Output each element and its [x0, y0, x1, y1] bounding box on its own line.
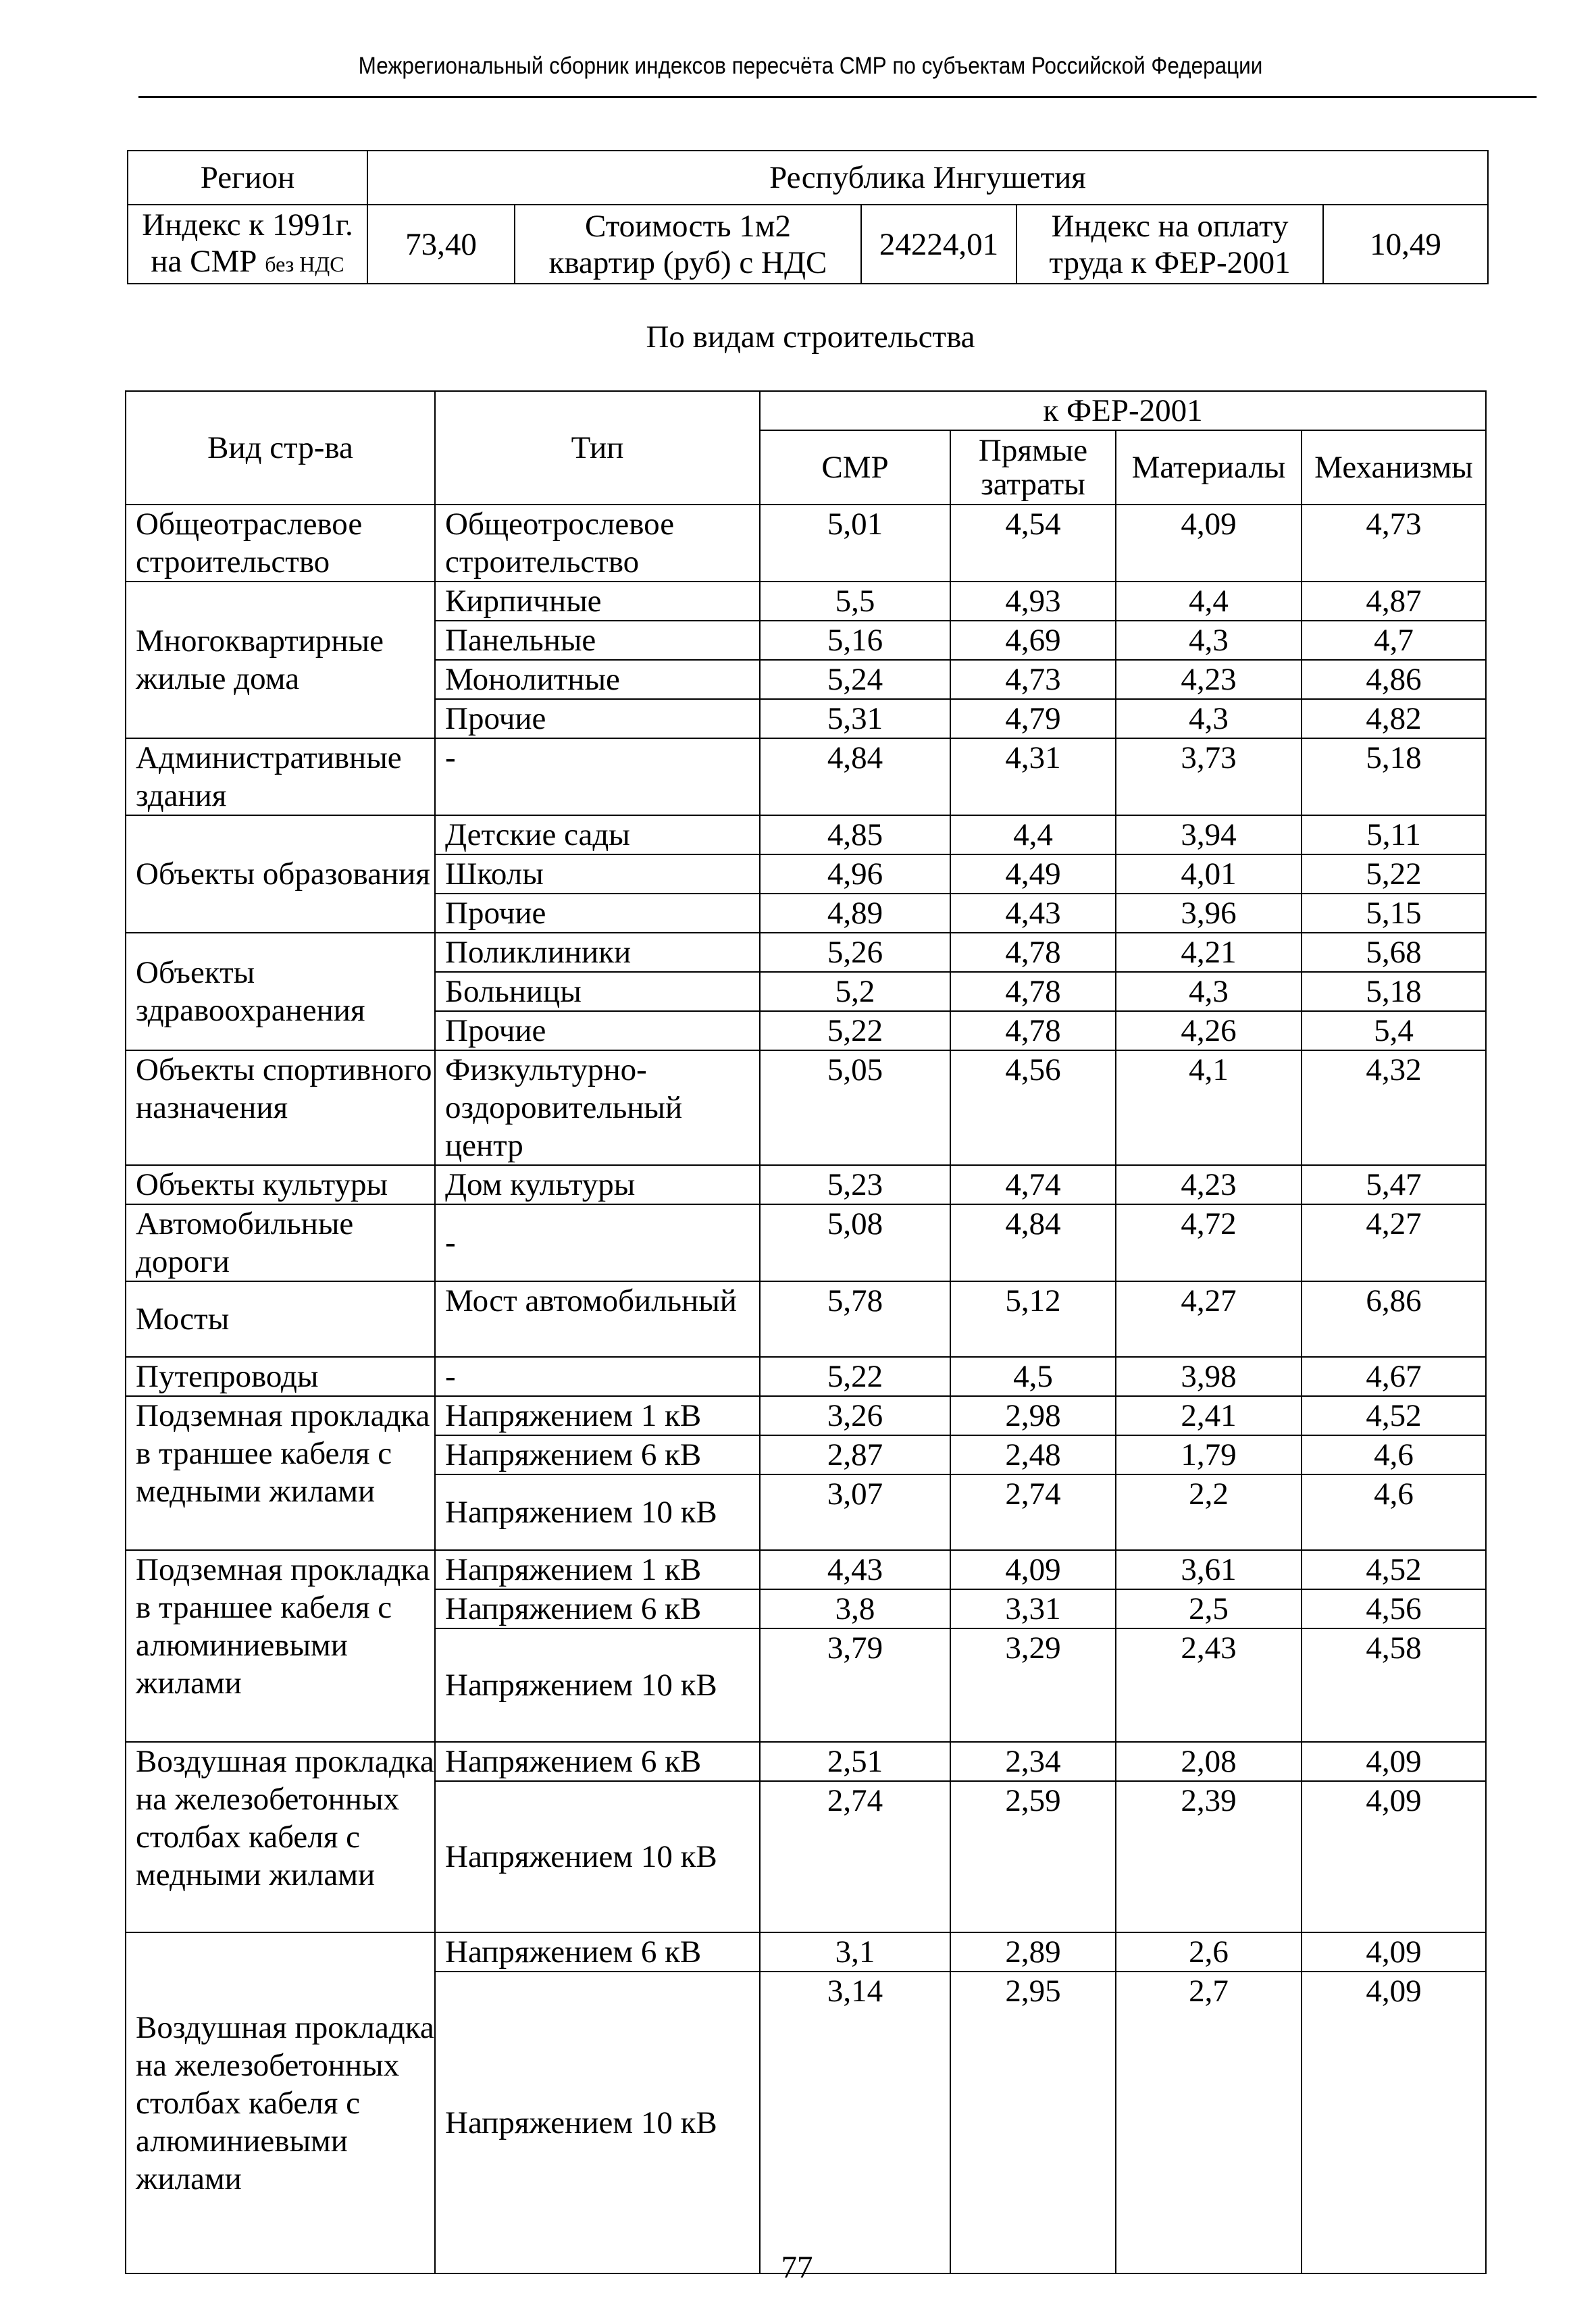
index-1991-label — [128, 205, 367, 284]
mechanisms-value-cell: 5,15 — [1302, 894, 1486, 933]
mechanisms-value-cell: 4,82 — [1302, 699, 1486, 738]
materials-value-cell: 3,98 — [1116, 1357, 1302, 1396]
cost-label — [515, 205, 861, 284]
mechanisms-value-cell: 5,11 — [1302, 815, 1486, 854]
table-row — [126, 1050, 1486, 1165]
construction-type-cell: Подземная прокладка в траншее кабеля с медными жилами — [126, 1396, 435, 1550]
subtype-cell: Физкультурно-оздоровительный центр — [435, 1050, 760, 1165]
materials-value-cell: 1,79 — [1116, 1435, 1302, 1474]
mechanisms-value-cell: 4,7 — [1302, 621, 1486, 660]
table-row — [126, 1165, 1486, 1204]
subtype-cell: Монолитные — [435, 660, 760, 699]
table-row — [126, 738, 1486, 815]
subtype-cell: Напряжением 10 кВ — [435, 1474, 760, 1550]
materials-value-cell: 2,39 — [1116, 1781, 1302, 1932]
direct-costs-value-cell: 4,79 — [950, 699, 1116, 738]
mechanisms-value-cell: 4,52 — [1302, 1396, 1486, 1435]
smr-value-cell: 5,5 — [760, 582, 950, 621]
smr-value-cell: 3,14 — [760, 1972, 950, 2273]
index-label-small: без НДС — [265, 251, 344, 276]
smr-value-cell: 5,31 — [760, 699, 950, 738]
smr-value-cell: 2,87 — [760, 1435, 950, 1474]
table-row — [126, 933, 1486, 972]
direct-costs-value-cell: 4,84 — [950, 1204, 1116, 1281]
direct-costs-value-cell: 4,93 — [950, 582, 1116, 621]
construction-type-cell: Объекты культуры — [126, 1165, 435, 1204]
table-row — [126, 505, 1486, 582]
materials-value-cell: 2,6 — [1116, 1932, 1302, 1972]
col-header-mechanisms: Механизмы — [1302, 430, 1486, 505]
subtype-cell: Мост автомобильный — [435, 1281, 760, 1357]
materials-value-cell: 4,09 — [1116, 505, 1302, 582]
mechanisms-value-cell: 4,86 — [1302, 660, 1486, 699]
materials-value-cell: 4,26 — [1116, 1011, 1302, 1050]
materials-value-cell: 4,21 — [1116, 933, 1302, 972]
subtype-cell: Общеотрослевое строительство — [435, 505, 760, 582]
direct-costs-value-cell: 4,43 — [950, 894, 1116, 933]
smr-value-cell: 4,89 — [760, 894, 950, 933]
construction-type-cell: Общеотраслевое строительство — [126, 505, 435, 582]
direct-costs-value-cell: 2,34 — [950, 1742, 1116, 1781]
direct-costs-value-cell: 5,12 — [950, 1281, 1116, 1357]
mechanisms-value-cell: 4,09 — [1302, 1781, 1486, 1932]
construction-type-cell: Воздушная прокладка на железобетонных столбах кабеля с медными жилами — [126, 1742, 435, 1932]
construction-type-cell: Объекты здравоохранения — [126, 933, 435, 1050]
materials-value-cell: 4,3 — [1116, 699, 1302, 738]
smr-value-cell: 5,26 — [760, 933, 950, 972]
smr-value-cell: 3,79 — [760, 1628, 950, 1742]
smr-value-cell: 5,08 — [760, 1204, 950, 1281]
region-label: Регион — [128, 151, 367, 205]
direct-costs-value-cell: 4,31 — [950, 738, 1116, 815]
col-header-group: к ФЕР-2001 — [760, 391, 1486, 430]
labor-index-value: 10,49 — [1323, 205, 1488, 284]
col-header-tip: Тип — [435, 391, 760, 505]
subtype-cell: Напряжением 6 кВ — [435, 1932, 760, 1972]
labor-label-line2: труда к ФЕР-2001 — [1049, 245, 1291, 280]
cost-label-line2: квартир (руб) с НДС — [548, 245, 827, 280]
smr-value-cell: 5,23 — [760, 1165, 950, 1204]
mechanisms-value-cell: 5,22 — [1302, 854, 1486, 894]
subtype-cell: Напряжением 6 кВ — [435, 1742, 760, 1781]
header-rule — [138, 96, 1537, 98]
table-row — [126, 1357, 1486, 1396]
region-value: Республика Ингушетия — [367, 151, 1488, 205]
col-header-direct-line1: Прямые — [978, 433, 1088, 468]
mechanisms-value-cell: 4,6 — [1302, 1435, 1486, 1474]
smr-value-cell: 3,26 — [760, 1396, 950, 1435]
cost-value: 24224,01 — [861, 205, 1016, 284]
mechanisms-value-cell: 4,6 — [1302, 1474, 1486, 1550]
subtype-cell: Прочие — [435, 1011, 760, 1050]
construction-type-cell: Подземная прокладка в траншее кабеля с алюминиевыми жилами — [126, 1550, 435, 1742]
direct-costs-value-cell: 4,73 — [950, 660, 1116, 699]
index-1991-value: 73,40 — [367, 205, 515, 284]
direct-costs-value-cell: 4,78 — [950, 1011, 1116, 1050]
subtype-cell: Напряжением 10 кВ — [435, 1972, 760, 2273]
materials-value-cell: 4,23 — [1116, 660, 1302, 699]
subtype-cell: Напряжением 10 кВ — [435, 1781, 760, 1932]
mechanisms-value-cell: 5,4 — [1302, 1011, 1486, 1050]
materials-value-cell: 2,41 — [1116, 1396, 1302, 1435]
mechanisms-value-cell: 4,58 — [1302, 1628, 1486, 1742]
materials-value-cell: 2,2 — [1116, 1474, 1302, 1550]
table-row — [126, 1742, 1486, 1781]
smr-value-cell: 4,96 — [760, 854, 950, 894]
direct-costs-value-cell: 2,95 — [950, 1972, 1116, 2273]
mechanisms-value-cell: 5,18 — [1302, 738, 1486, 815]
subtype-cell: Дом культуры — [435, 1165, 760, 1204]
cost-label-line1: Стоимость 1м2 — [584, 208, 792, 244]
materials-value-cell: 4,3 — [1116, 621, 1302, 660]
subtype-cell: Поликлиники — [435, 933, 760, 972]
materials-value-cell: 4,72 — [1116, 1204, 1302, 1281]
smr-value-cell: 4,84 — [760, 738, 950, 815]
page-number: 77 — [781, 2250, 813, 2285]
construction-type-cell: Путепроводы — [126, 1357, 435, 1396]
mechanisms-value-cell: 4,67 — [1302, 1357, 1486, 1396]
subtype-cell: Напряжением 6 кВ — [435, 1589, 760, 1628]
smr-value-cell: 5,22 — [760, 1011, 950, 1050]
labor-label-line1: Индекс на оплату — [1051, 208, 1289, 244]
smr-value-cell: 5,01 — [760, 505, 950, 582]
direct-costs-value-cell: 2,59 — [950, 1781, 1116, 1932]
mechanisms-value-cell: 6,86 — [1302, 1281, 1486, 1357]
direct-costs-value-cell: 2,98 — [950, 1396, 1116, 1435]
smr-value-cell: 5,16 — [760, 621, 950, 660]
materials-value-cell: 2,08 — [1116, 1742, 1302, 1781]
labor-index-label — [1016, 205, 1323, 284]
col-header-vid: Вид стр-ва — [126, 391, 435, 505]
mechanisms-value-cell: 4,09 — [1302, 1932, 1486, 1972]
table-row — [126, 1932, 1486, 1972]
mechanisms-value-cell: 5,68 — [1302, 933, 1486, 972]
direct-costs-value-cell: 4,56 — [950, 1050, 1116, 1165]
direct-costs-value-cell: 4,69 — [950, 621, 1116, 660]
index-label-line1: Индекс к 1991г. — [142, 207, 353, 242]
direct-costs-value-cell: 4,5 — [950, 1357, 1116, 1396]
direct-costs-value-cell: 4,74 — [950, 1165, 1116, 1204]
construction-type-cell: Объекты образования — [126, 815, 435, 933]
direct-costs-value-cell: 3,31 — [950, 1589, 1116, 1628]
table-row — [126, 582, 1486, 621]
mechanisms-value-cell: 4,27 — [1302, 1204, 1486, 1281]
materials-value-cell: 4,01 — [1116, 854, 1302, 894]
smr-value-cell: 5,2 — [760, 972, 950, 1011]
materials-value-cell: 2,5 — [1116, 1589, 1302, 1628]
construction-type-cell: Автомобильные дороги — [126, 1204, 435, 1281]
materials-value-cell: 4,3 — [1116, 972, 1302, 1011]
direct-costs-value-cell: 2,48 — [950, 1435, 1116, 1474]
col-header-smr: СМР — [760, 430, 950, 505]
mechanisms-value-cell: 4,09 — [1302, 1972, 1486, 2273]
direct-costs-value-cell: 4,78 — [950, 933, 1116, 972]
direct-costs-value-cell: 4,4 — [950, 815, 1116, 854]
direct-costs-value-cell: 3,29 — [950, 1628, 1116, 1742]
table-row — [126, 1550, 1486, 1589]
materials-value-cell: 3,73 — [1116, 738, 1302, 815]
direct-costs-value-cell: 4,09 — [950, 1550, 1116, 1589]
col-header-direct-line2: затраты — [981, 467, 1085, 502]
subtype-cell: - — [435, 1204, 760, 1281]
subtype-cell: Напряжением 1 кВ — [435, 1550, 760, 1589]
construction-type-cell: Многоквартирные жилые дома — [126, 582, 435, 738]
subtype-cell: Больницы — [435, 972, 760, 1011]
materials-value-cell: 2,7 — [1116, 1972, 1302, 2273]
direct-costs-value-cell: 4,54 — [950, 505, 1116, 582]
subtype-cell: - — [435, 738, 760, 815]
subtype-cell: Панельные — [435, 621, 760, 660]
materials-value-cell: 4,1 — [1116, 1050, 1302, 1165]
materials-value-cell: 4,23 — [1116, 1165, 1302, 1204]
mechanisms-value-cell: 5,47 — [1302, 1165, 1486, 1204]
smr-value-cell: 3,07 — [760, 1474, 950, 1550]
smr-value-cell: 5,22 — [760, 1357, 950, 1396]
materials-value-cell: 3,94 — [1116, 815, 1302, 854]
table-row — [126, 1396, 1486, 1435]
col-header-direct-costs — [950, 430, 1116, 505]
subtype-cell: Прочие — [435, 699, 760, 738]
smr-value-cell: 5,24 — [760, 660, 950, 699]
col-header-materials: Материалы — [1116, 430, 1302, 505]
smr-value-cell: 5,05 — [760, 1050, 950, 1165]
mechanisms-value-cell: 4,87 — [1302, 582, 1486, 621]
mechanisms-value-cell: 4,56 — [1302, 1589, 1486, 1628]
smr-value-cell: 3,1 — [760, 1932, 950, 1972]
subtype-cell: Напряжением 6 кВ — [435, 1435, 760, 1474]
materials-value-cell: 2,43 — [1116, 1628, 1302, 1742]
region-summary-table — [127, 150, 1489, 284]
materials-value-cell: 4,27 — [1116, 1281, 1302, 1357]
direct-costs-value-cell: 4,78 — [950, 972, 1116, 1011]
materials-value-cell: 3,61 — [1116, 1550, 1302, 1589]
mechanisms-value-cell: 4,52 — [1302, 1550, 1486, 1589]
smr-value-cell: 2,51 — [760, 1742, 950, 1781]
mechanisms-value-cell: 4,09 — [1302, 1742, 1486, 1781]
subtype-cell: Напряжением 10 кВ — [435, 1628, 760, 1742]
mechanisms-value-cell: 5,18 — [1302, 972, 1486, 1011]
subtype-cell: Кирпичные — [435, 582, 760, 621]
subtype-cell: Школы — [435, 854, 760, 894]
subtype-cell: Прочие — [435, 894, 760, 933]
table-row — [126, 815, 1486, 854]
smr-value-cell: 3,8 — [760, 1589, 950, 1628]
construction-type-cell: Административные здания — [126, 738, 435, 815]
table-row — [126, 1204, 1486, 1281]
table-body — [126, 505, 1486, 2273]
index-label-line2: на СМР — [151, 243, 257, 279]
smr-value-cell: 4,85 — [760, 815, 950, 854]
materials-value-cell: 3,96 — [1116, 894, 1302, 933]
table-row — [126, 1281, 1486, 1357]
direct-costs-value-cell: 4,49 — [950, 854, 1116, 894]
construction-index-table — [125, 390, 1487, 2274]
subtype-cell: Напряжением 1 кВ — [435, 1396, 760, 1435]
smr-value-cell: 4,43 — [760, 1550, 950, 1589]
construction-type-cell: Мосты — [126, 1281, 435, 1357]
construction-type-cell: Воздушная прокладка на железобетонных столбах кабеля с алюминиевыми жилами — [126, 1932, 435, 2273]
page-header: Межрегиональный сборник индексов пересчёта СМР по субъектам Российской Федерации — [358, 53, 1263, 79]
direct-costs-value-cell: 2,89 — [950, 1932, 1116, 1972]
smr-value-cell: 5,78 — [760, 1281, 950, 1357]
materials-value-cell: 4,4 — [1116, 582, 1302, 621]
smr-value-cell: 2,74 — [760, 1781, 950, 1932]
subtype-cell: Детские сады — [435, 815, 760, 854]
construction-type-cell: Объекты спортивного назначения — [126, 1050, 435, 1165]
mechanisms-value-cell: 4,73 — [1302, 505, 1486, 582]
direct-costs-value-cell: 2,74 — [950, 1474, 1116, 1550]
section-subtitle: По видам строительства — [646, 319, 975, 355]
subtype-cell: - — [435, 1357, 760, 1396]
mechanisms-value-cell: 4,32 — [1302, 1050, 1486, 1165]
